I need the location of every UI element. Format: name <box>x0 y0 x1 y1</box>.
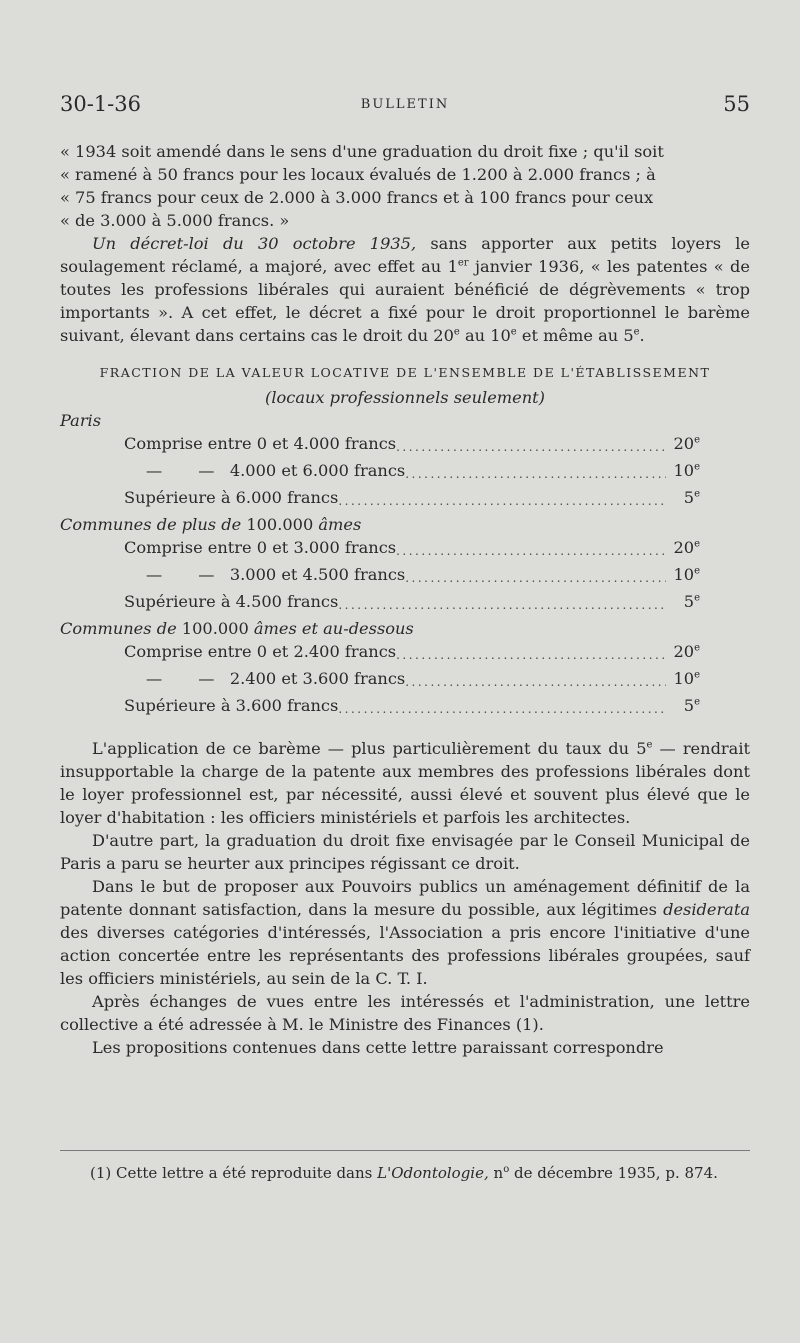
table-row: Supérieure à 3.600 francs ..... 5e <box>124 694 700 721</box>
paragraph-application: L'application de ce barème — plus particulièrement du taux du 5e — rendrait insupportable la charge de la patente aux membres des professions libérales dont le loyer professionnel est, par nécessité, aussi élevé et souvent plus élevé que le loyer d'habitation : les officiers ministériels et parfois les architectes. <box>60 739 750 827</box>
table-subheading: (locaux professionnels seulement) <box>265 388 545 407</box>
table-section <box>60 513 750 617</box>
table-row: — — 3.000 et 4.500 francs ..... 10e <box>124 563 700 590</box>
table-row: — — 4.000 et 6.000 francs ..... 10e <box>124 459 700 486</box>
page-number: 55 <box>723 92 750 116</box>
page-body <box>60 140 750 1059</box>
table-row: Supérieure à 6.000 francs ..... 5e <box>124 486 700 513</box>
table-row: Comprise entre 0 et 4.000 francs ..... 20e <box>124 432 700 459</box>
quote-line: « 75 francs pour ceux de 2.000 à 3.000 francs et à 100 francs pour ceux <box>60 188 654 207</box>
quote-line: « 1934 soit amendé dans le sens d'une graduation du droit fixe ; qu'il soit <box>60 142 664 161</box>
table-row: Comprise entre 0 et 3.000 francs ..... 20e <box>124 536 700 563</box>
table-row: Supérieure à 4.500 francs ..... 5e <box>124 590 700 617</box>
table-row: Comprise entre 0 et 2.400 francs ..... 20e <box>124 640 700 667</box>
decree-paragraph: Un décret-loi du 30 octobre 1935, sans apporter aux petits loyers le soulagement réclamé, a majoré, avec effet au 1er janvier 1936, « les patentes « de toutes les professions libérales qui auraient bénéficié de dégrèvements « trop importants ». A cet effet, le décret a fixé pour le droit proportionnel le barème suivant, élevant dans certains cas le droit du 20e au 10e et même au 5e. <box>60 234 750 345</box>
quote-line: « ramené à 50 francs pour les locaux évalués de 1.200 à 2.000 francs ; à <box>60 165 656 184</box>
quote-block <box>60 140 750 232</box>
decree-lead: Un décret-loi du 30 octobre 1935, <box>92 234 417 253</box>
table-heading: FRACTION DE LA VALEUR LOCATIVE DE L'ENSEMBLE DE L'ÉTABLISSEMENT <box>99 365 711 380</box>
rate-table <box>60 409 750 721</box>
section-title: Communes de 100.000 âmes et au-dessous <box>60 619 414 638</box>
paragraph-propositions: Les propositions contenues dans cette lettre paraissant correspondre <box>92 1038 664 1057</box>
paragraph-association: Dans le but de proposer aux Pouvoirs publics un aménagement définitif de la patente donnant satisfaction, dans la mesure du possible, aux légitimes desiderata des diverses catégories d'intéressés, l'Association a pris encore l'initiative d'une action concertée entre les représentants des professions libérales groupées, sauf les officiers ministériels, au sein de la C. T. I. <box>60 877 750 988</box>
paragraph-graduation: D'autre part, la graduation du droit fixe envisagée par le Conseil Municipal de Paris a paru se heurter aux principes régissant ce droit. <box>60 831 750 873</box>
quote-line: « de 3.000 à 5.000 francs. » <box>60 211 290 230</box>
table-row: — — 2.400 et 3.600 francs ..... 10e <box>124 667 700 694</box>
header-title: BULLETIN <box>360 97 450 112</box>
paragraph-letter: Après échanges de vues entre les intéressés et l'administration, une lettre collective a été adressée à M. le Ministre des Finances (1). <box>60 992 750 1034</box>
footnote-rule <box>60 1150 750 1151</box>
header-date: 30-1-36 <box>60 92 141 116</box>
table-section <box>60 617 750 721</box>
footnote: (1) Cette lettre a été reproduite dans L'Odontologie, $n^o$ de décembre 1935, p. 874. <box>90 1164 718 1182</box>
section-title: Paris <box>60 411 102 430</box>
page-header <box>60 92 750 120</box>
table-section <box>60 409 750 513</box>
section-title: Communes de plus de 100.000 âmes <box>60 515 362 534</box>
